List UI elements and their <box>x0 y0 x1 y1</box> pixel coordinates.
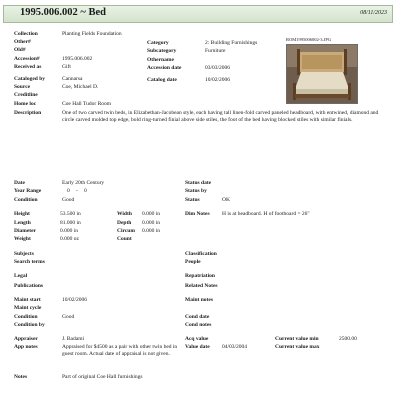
bed-photo <box>286 44 358 104</box>
width-label: Width <box>117 211 132 217</box>
subjects-label: Subjects <box>14 251 34 257</box>
old-no-label: Old# <box>14 47 26 53</box>
home-loc-label: Home loc <box>14 101 37 107</box>
notes-label: Notes <box>14 374 28 380</box>
classification-label: Classification <box>185 251 217 257</box>
width-value: 0.000 in <box>142 211 161 217</box>
print-date: 08/11/2023 <box>360 10 387 16</box>
cond-notes-label: Cond notes <box>185 322 212 328</box>
value-date-value: 04/03/2004 <box>222 344 248 350</box>
maint-notes-label: Maint notes <box>185 297 213 303</box>
circum-value: 0.000 in <box>142 228 161 234</box>
description-label: Description <box>14 110 42 116</box>
year-range-label: Year Range <box>14 188 42 194</box>
value-date-label: Value date <box>185 344 210 350</box>
publications-label: Publications <box>14 283 44 289</box>
weight-value: 0.000 oz <box>60 236 79 242</box>
accession-date-value: 03/03/2006 <box>205 65 231 71</box>
creditline-label: Creditline <box>14 92 38 98</box>
current-value-max-label: Current value max <box>275 344 320 350</box>
current-value-min-label: Current value min <box>275 336 319 342</box>
cond-date-label: Cond date <box>185 314 210 320</box>
received-as-label: Received as <box>14 64 42 70</box>
app-notes-value: Appraised for $4500 as a pair with other twin bed in guest room. Actual date of appraisal is not given. <box>62 344 178 357</box>
other-no-label: Other# <box>14 39 31 45</box>
length-value: 81.000 in <box>60 220 81 226</box>
category-value: 2: Building Furnishings <box>205 40 258 46</box>
collection-label: Collection <box>14 31 38 37</box>
collection-value: Planting Fields Foundation <box>62 31 122 37</box>
appraiser-value: J. Badami <box>62 336 84 342</box>
photo-caption: ROM1995006002-3.JPG <box>286 37 332 42</box>
condition2-label: Condition <box>14 314 38 320</box>
status-value: OK <box>222 197 230 203</box>
description-value: One of two carved twin beds, in Elizabethan-Jacobean style, each having tall linen-fold carved paneled headboard, with entwined, diamond and circle carved molded top edge, bold ring-turned finial above side stiles, the foot of the bed having blocked stiles with similar finials. <box>62 110 379 123</box>
catalog-date-value: 10/02/2006 <box>205 77 231 83</box>
condition-label: Condition <box>14 197 38 203</box>
notes-value: Part of original Coe Hall furnishings <box>62 374 143 380</box>
diameter-label: Diameter <box>14 228 36 234</box>
cataloged-by-value: Cannarsa <box>62 76 83 82</box>
home-loc-value: Coe Hall Tudor Room <box>62 101 112 107</box>
acq-value-label: Acq value <box>185 336 209 342</box>
date-value: Early 20th Century <box>62 180 105 186</box>
received-as-value: Gift <box>62 64 71 70</box>
related-notes-label: Related Notes <box>185 283 218 289</box>
cataloged-by-label: Cataloged by <box>14 76 46 82</box>
accession-date-label: Accession date <box>147 65 182 71</box>
height-value: 53.500 in <box>60 211 81 217</box>
catalog-date-label: Catalog date <box>147 77 177 83</box>
status-date-label: Status date <box>185 180 212 186</box>
status-by-label: Status by <box>185 188 207 194</box>
category-label: Category <box>147 40 169 46</box>
status-label: Status <box>185 197 200 203</box>
current-value-min-value: 2500.00 <box>339 336 357 342</box>
record-title: 1995.006.002 ~ Bed <box>20 7 106 18</box>
dim-notes-value: H is at headboard. H of footboard = 26" <box>222 211 310 217</box>
depth-label: Depth <box>117 220 132 226</box>
count-label: Count <box>117 236 132 242</box>
accession-no-label: Accession# <box>14 56 40 62</box>
search-terms-label: Search terms <box>14 259 45 265</box>
source-label: Source <box>14 84 31 90</box>
year-range-to: 0 <box>84 188 87 194</box>
dim-notes-label: Dim Notes <box>185 211 210 217</box>
app-notes-label: App notes <box>14 344 38 350</box>
accession-no-value: 1995.006.002 <box>62 56 93 62</box>
date-label: Date <box>14 180 25 186</box>
source-value: Coe, Michael D. <box>62 84 99 90</box>
maint-start-label: Maint start <box>14 297 41 303</box>
circum-label: Circum <box>117 228 135 234</box>
subcategory-value: Furniture <box>205 48 226 54</box>
people-label: People <box>185 259 201 265</box>
year-range-from: 0 <box>67 188 70 194</box>
condition2-value: Good <box>62 314 75 320</box>
maint-cycle-label: Maint cycle <box>14 305 42 311</box>
diameter-value: 0.000 in <box>60 228 79 234</box>
repatriation-label: Repatriation <box>185 273 215 279</box>
year-range-separator: - <box>76 188 78 194</box>
record-header <box>3 5 393 23</box>
weight-label: Weight <box>14 236 31 242</box>
subcategory-label: Subcategory <box>147 48 177 54</box>
maint-start-value: 10/02/2006 <box>62 297 88 303</box>
condition-by-label: Condition by <box>14 322 45 328</box>
legal-label: Legal <box>14 273 28 279</box>
condition-value: Good <box>62 197 75 203</box>
appraiser-label: Appraiser <box>14 336 38 342</box>
length-label: Length <box>14 220 31 226</box>
height-label: Height <box>14 211 30 217</box>
depth-value: 0.000 in <box>142 220 161 226</box>
othername-label: Othername <box>147 57 174 63</box>
